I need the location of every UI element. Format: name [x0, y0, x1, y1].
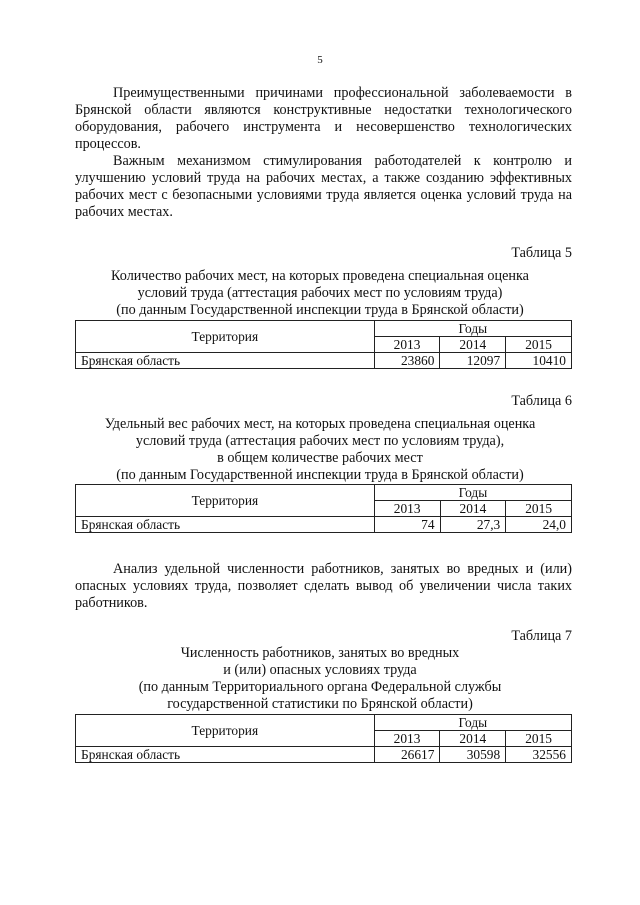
- year-cell: 2014: [440, 337, 506, 353]
- year-cell: 2015: [506, 337, 572, 353]
- table-row: [76, 747, 572, 763]
- paragraph-1: Преимущественными причинами профессиональной заболеваемости в Брянской области являются конструктивные недостатки технологического оборудования, рабочего инструмента и несовершенство технологических процессов.: [75, 85, 572, 152]
- table-7-title-line: и (или) опасных условиях труда: [223, 662, 417, 678]
- value-cell: 30598: [440, 747, 506, 763]
- table-6-title-line: Удельный вес рабочих мест, на которых проведена специальная оценка: [104, 416, 536, 432]
- value-cell: 23860: [374, 353, 440, 369]
- table-header-row: [76, 715, 572, 731]
- table-6-label: Таблица 6: [511, 393, 572, 409]
- table-5-title-line: Количество рабочих мест, на которых проведена специальная оценка: [111, 268, 529, 284]
- table-5: [75, 320, 572, 369]
- row-territory-name: Брянская область: [76, 747, 375, 763]
- year-cell: 2013: [374, 337, 440, 353]
- table-5-title: [60, 268, 580, 319]
- paragraph-2: Важным механизмом стимулирования работодателей к контролю и улучшению условий труда на рабочих местах, а также созданию эффективных рабочих мест с безопасными условиями труда является оценка условий труда на рабочих местах.: [75, 153, 572, 220]
- value-cell: 74: [374, 517, 440, 533]
- value-cell: 10410: [506, 353, 572, 369]
- table-6-title-line: в общем количестве рабочих мест: [217, 450, 423, 466]
- table-6-title-line: (по данным Государственной инспекции труда в Брянской области): [116, 467, 524, 483]
- table-6-title-line: условий труда (аттестация рабочих мест по условиям труда),: [135, 433, 505, 449]
- table-header-row: [76, 485, 572, 501]
- row-territory-name: Брянская область: [76, 517, 375, 533]
- table-6: [75, 484, 572, 533]
- table-7-title-line: Численность работников, занятых во вредных: [180, 645, 460, 661]
- table-7-title: [60, 645, 580, 713]
- value-cell: 24,0: [506, 517, 572, 533]
- table-5-title-line: условий труда (аттестация рабочих мест по условиям труда): [137, 285, 503, 301]
- year-cell: 2013: [374, 731, 440, 747]
- year-cell: 2013: [374, 501, 440, 517]
- paragraph-3: Анализ удельной численности работников, занятых во вредных и (или) опасных условиях труда, позволяет сделать вывод об увеличении числа таких работников.: [75, 561, 572, 611]
- table-5-label: Таблица 5: [511, 245, 572, 261]
- header-territory: Территория: [76, 321, 375, 353]
- table-6-title: [60, 416, 580, 484]
- year-cell: 2014: [440, 501, 506, 517]
- value-cell: 26617: [374, 747, 440, 763]
- header-territory: Территория: [76, 485, 375, 517]
- table-7-title-line: (по данным Территориального органа Федеральной службы: [138, 679, 502, 695]
- header-years: Годы: [374, 715, 571, 731]
- value-cell: 12097: [440, 353, 506, 369]
- table-header-row: [76, 321, 572, 337]
- value-cell: 27,3: [440, 517, 506, 533]
- header-years: Годы: [374, 485, 571, 501]
- table-5-title-line: (по данным Государственной инспекции труда в Брянской области): [116, 302, 524, 318]
- year-cell: 2014: [440, 731, 506, 747]
- header-territory: Территория: [76, 715, 375, 747]
- table-7-title-line: государственной статистики по Брянской области): [167, 696, 473, 712]
- header-years: Годы: [374, 321, 571, 337]
- value-cell: 32556: [506, 747, 572, 763]
- row-territory-name: Брянская область: [76, 353, 375, 369]
- page-number: 5: [317, 54, 323, 66]
- table-row: [76, 517, 572, 533]
- year-cell: 2015: [506, 731, 572, 747]
- table-row: [76, 353, 572, 369]
- table-7-label: Таблица 7: [511, 628, 572, 644]
- year-cell: 2015: [506, 501, 572, 517]
- table-7: [75, 714, 572, 763]
